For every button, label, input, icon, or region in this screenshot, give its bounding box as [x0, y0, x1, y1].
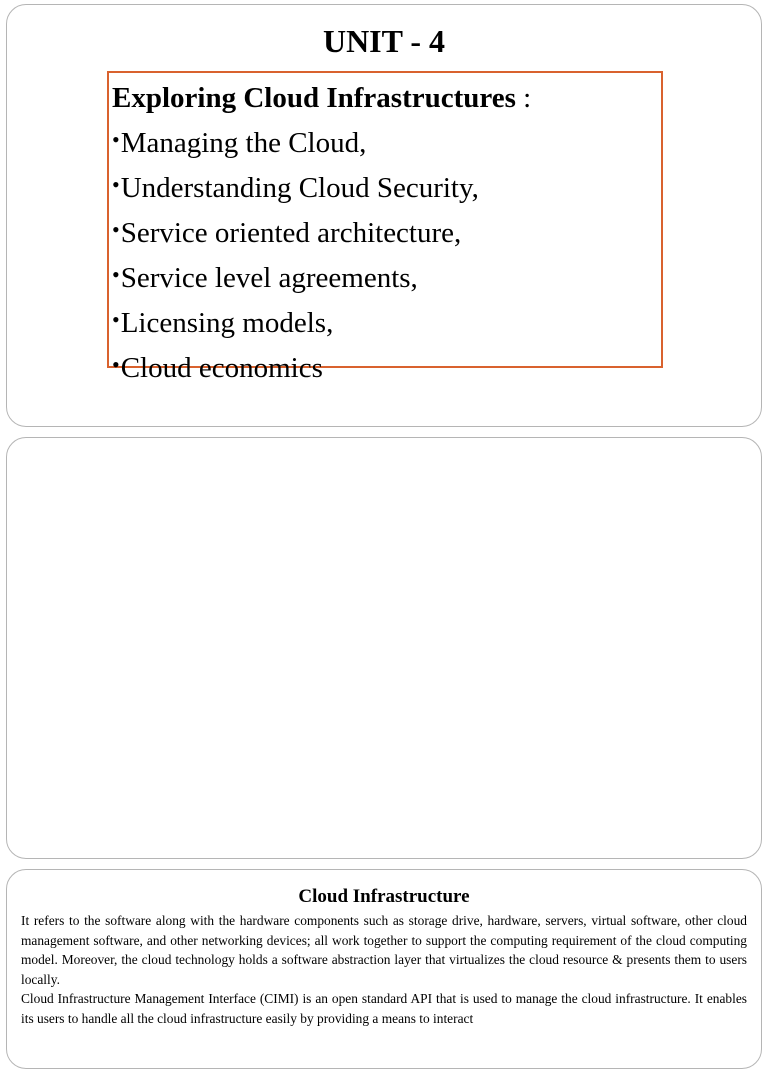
bullet-icon: • — [112, 262, 120, 287]
topic-item — [112, 299, 661, 344]
bullet-icon: • — [112, 307, 120, 332]
topics-heading-text: Exploring Cloud Infrastructures — [112, 82, 516, 114]
topic-item — [112, 164, 661, 209]
bullet-icon: • — [112, 127, 120, 152]
topic-label: Understanding Cloud Security, — [120, 172, 479, 204]
topics-list — [112, 119, 661, 389]
topic-label: Cloud economics — [120, 352, 323, 384]
paragraph: It refers to the software along with the hardware components such as storage drive, hardware, servers, virtual software, other cloud management software, and other networking devices; all work together to support the computing requirement of the cloud computing model. Moreover, the cloud technology holds a software abstraction layer that virtualizes the cloud resource & presents them to users locally. — [21, 913, 747, 987]
topics-heading-suffix: : — [515, 82, 532, 114]
topics-heading — [112, 78, 661, 119]
topic-item — [112, 344, 661, 389]
topic-label: Managing the Cloud, — [120, 127, 367, 159]
topic-item — [112, 119, 661, 164]
unit-title: UNIT - 4 — [322, 23, 446, 59]
bullet-icon: • — [112, 352, 120, 377]
topic-label: Service level agreements, — [120, 262, 418, 294]
topic-item — [112, 209, 661, 254]
bullet-icon: • — [112, 217, 120, 242]
slide-unit-4 — [6, 4, 762, 427]
bullet-icon: • — [112, 172, 120, 197]
topic-item — [112, 254, 661, 299]
topic-label: Service oriented architecture, — [120, 217, 462, 249]
paragraph: Cloud Infrastructure Management Interface (CIMI) is an open standard API that is used to manage the cloud infrastructure. It enables its users to handle all the cloud infrastructure easily by providing a means to interact — [21, 991, 747, 1026]
slide-blank — [6, 437, 762, 859]
section-title: Cloud Infrastructure — [298, 886, 470, 907]
topic-label: Licensing models, — [120, 307, 334, 339]
body-text — [21, 911, 747, 1028]
topics-box — [107, 71, 663, 384]
slide-cloud-infrastructure — [6, 869, 762, 1069]
